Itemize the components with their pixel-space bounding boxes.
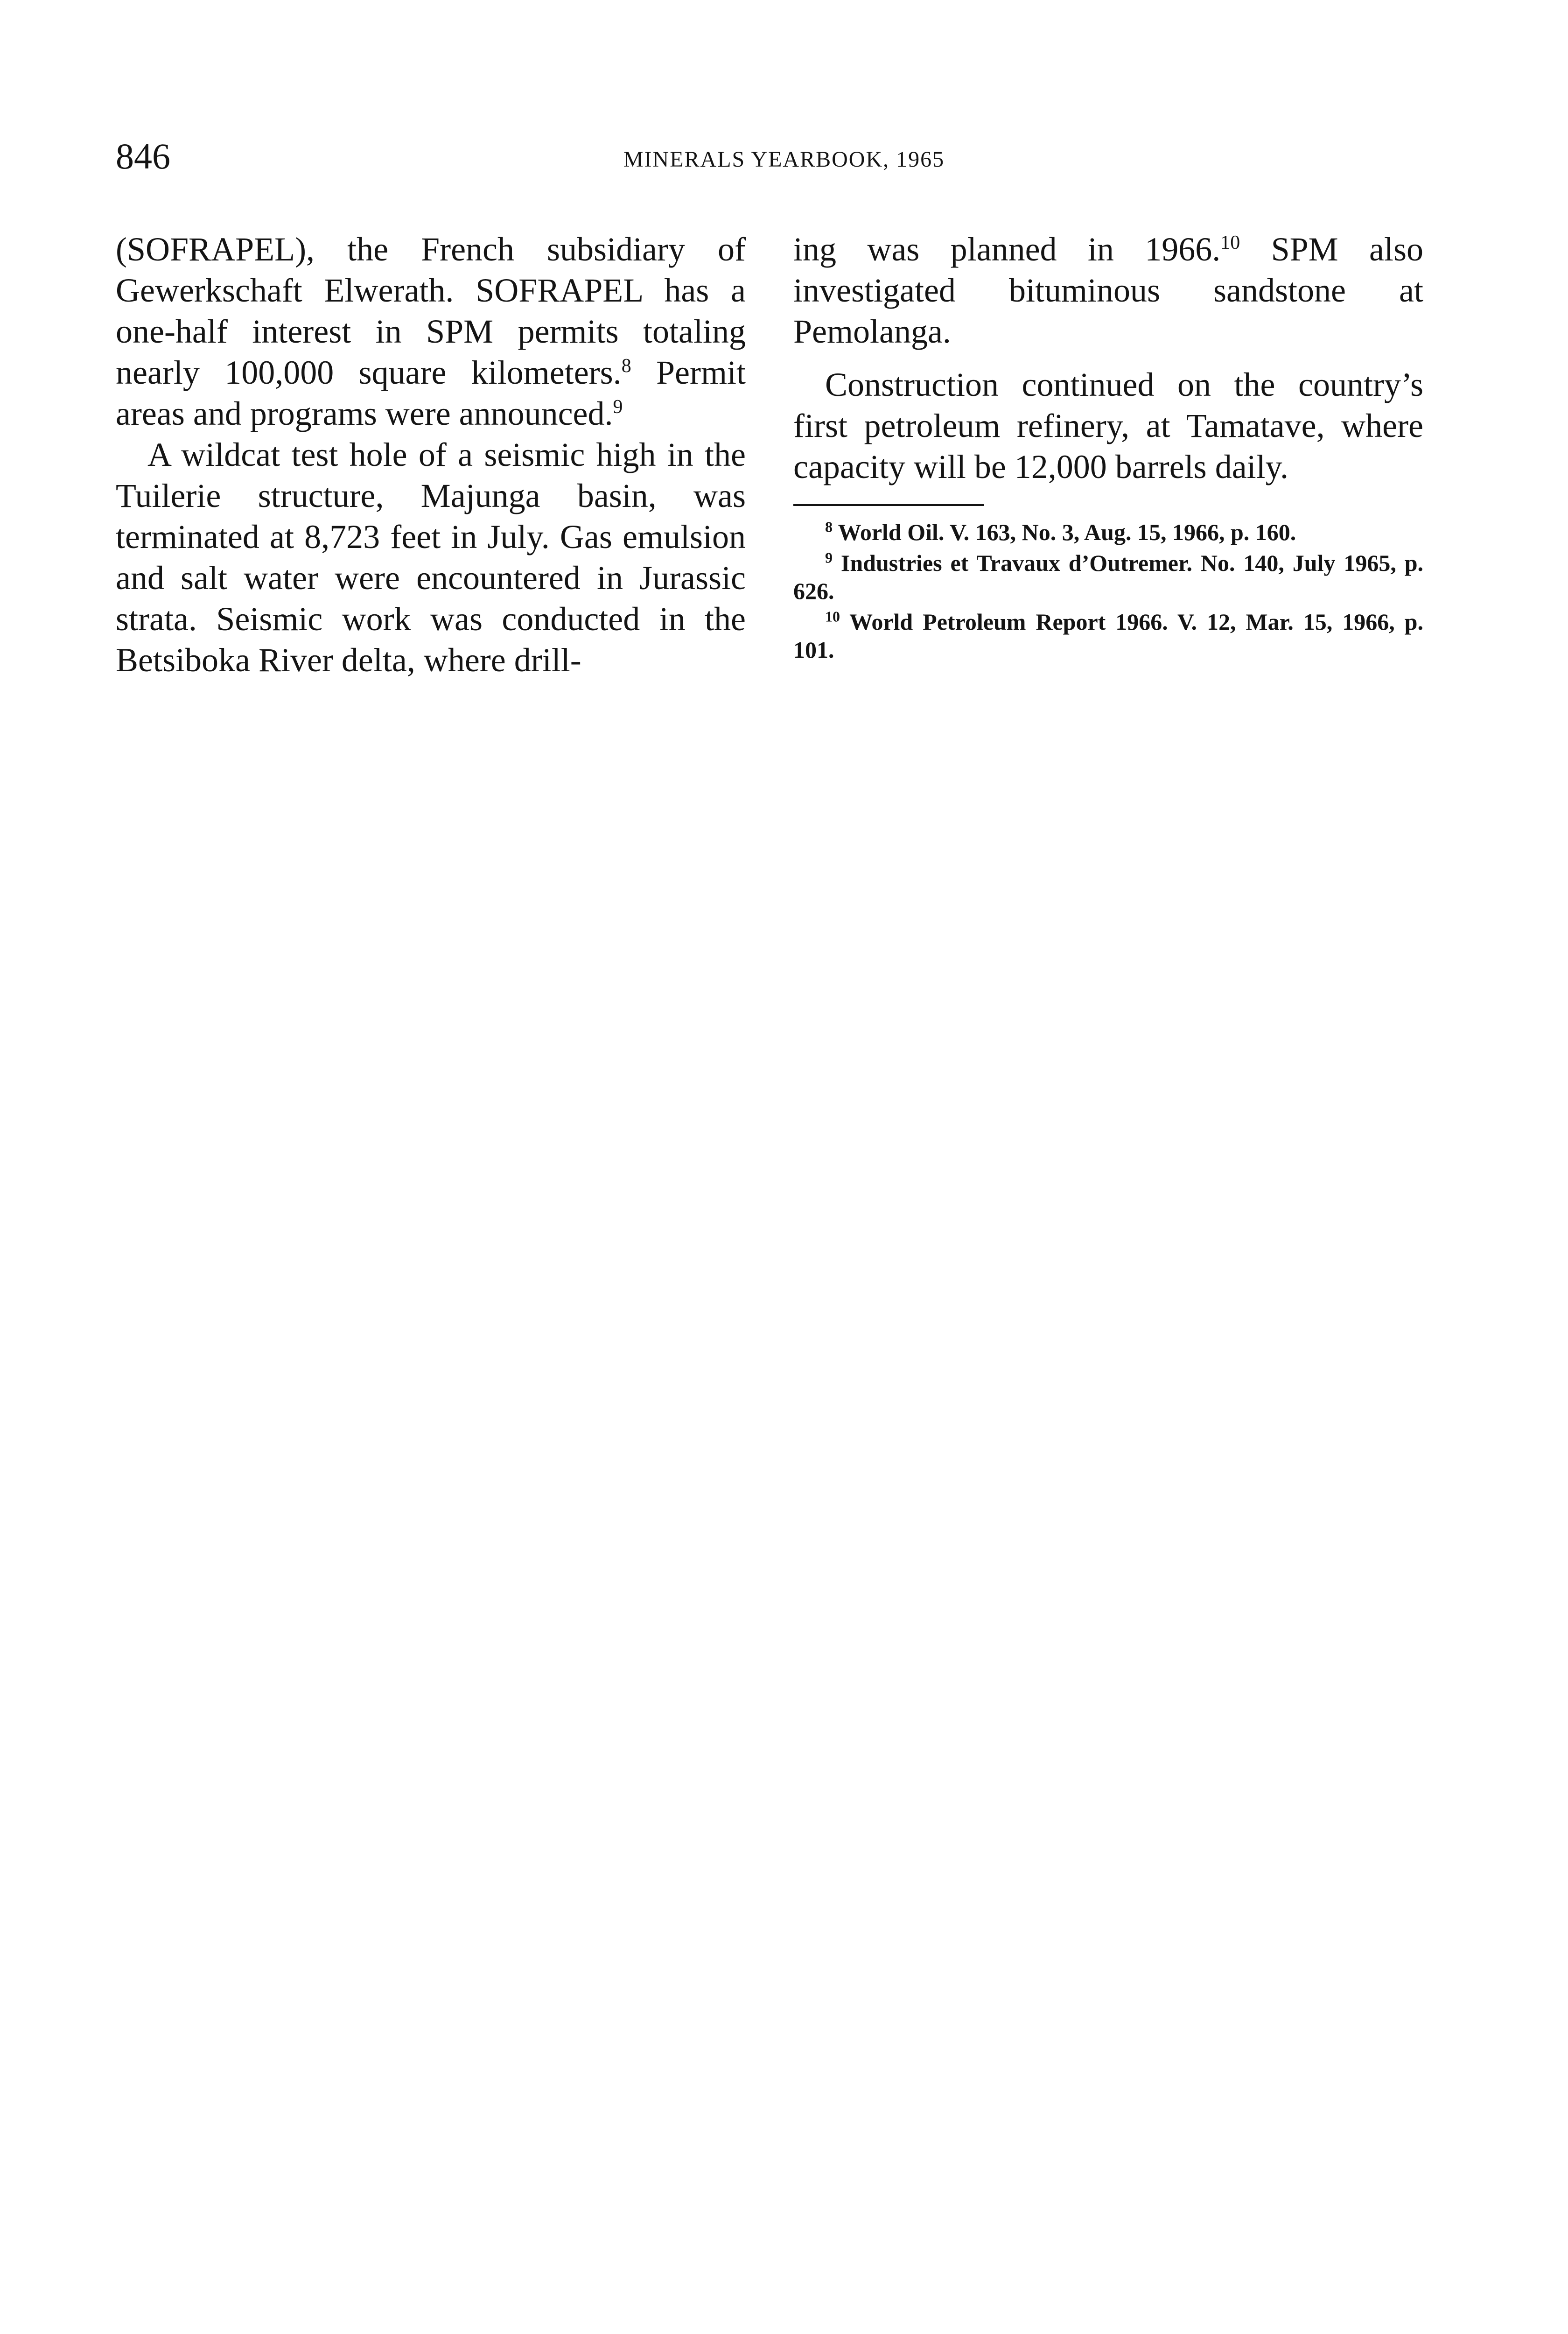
paragraph-text: ing was planned in 1966.: [793, 231, 1221, 268]
paragraph-wildcat: A wildcat test hole of a seismic high in the Tuilerie structure, Majunga basin, was terminated at 8,723 feet in July. Gas emulsion and salt water were encountered in Jurassic strata. Seismic work was conducted in the Betsiboka River delta, where drill-: [116, 436, 746, 679]
footnote-number: 8: [825, 518, 833, 535]
left-column: [116, 229, 746, 681]
footnote-divider: [793, 504, 984, 506]
paragraph-drilling: [793, 229, 1423, 352]
footnote-number: 9: [825, 549, 833, 566]
paragraph-sofrapel: [116, 229, 746, 434]
footnote-text: World Petroleum Report 1966. V. 12, Mar. 15, 1966, p. 101.: [793, 609, 1423, 663]
footnote-text: World Oil. V. 163, No. 3, Aug. 15, 1966, p. 160.: [838, 519, 1296, 545]
footnote-8: [793, 518, 1423, 546]
right-column: [793, 229, 1423, 667]
paragraph-text: SPM also investigated bituminous sandstone at Pemolanga.: [793, 231, 1423, 350]
footnote-number: 10: [825, 608, 840, 625]
footnote-10: [793, 608, 1423, 664]
running-head: MINERALS YEARBOOK, 1965: [623, 147, 945, 172]
footnote-reference: 10: [1220, 232, 1240, 253]
paragraph-text: Permit areas and programs were announced.: [116, 354, 746, 432]
paragraph-text: (SOFRAPEL), the French subsidiary of Gewerkschaft Elwerath. SOFRAPEL has a one-half interest in SPM permits totaling nearly 100,000 square kilometers.: [116, 231, 746, 391]
paragraph-refinery: Construction continued on the country’s first petroleum refinery, at Tamatave, where capacity will be 12,000 barrels daily.: [793, 366, 1423, 485]
page-number: 846: [116, 136, 170, 176]
footnote-reference: 9: [613, 396, 623, 418]
footnote-text: Industries et Travaux d’Outremer. No. 140, July 1965, p. 626.: [793, 550, 1423, 604]
footnote-reference: 8: [621, 355, 631, 377]
footnote-9: [793, 549, 1423, 605]
